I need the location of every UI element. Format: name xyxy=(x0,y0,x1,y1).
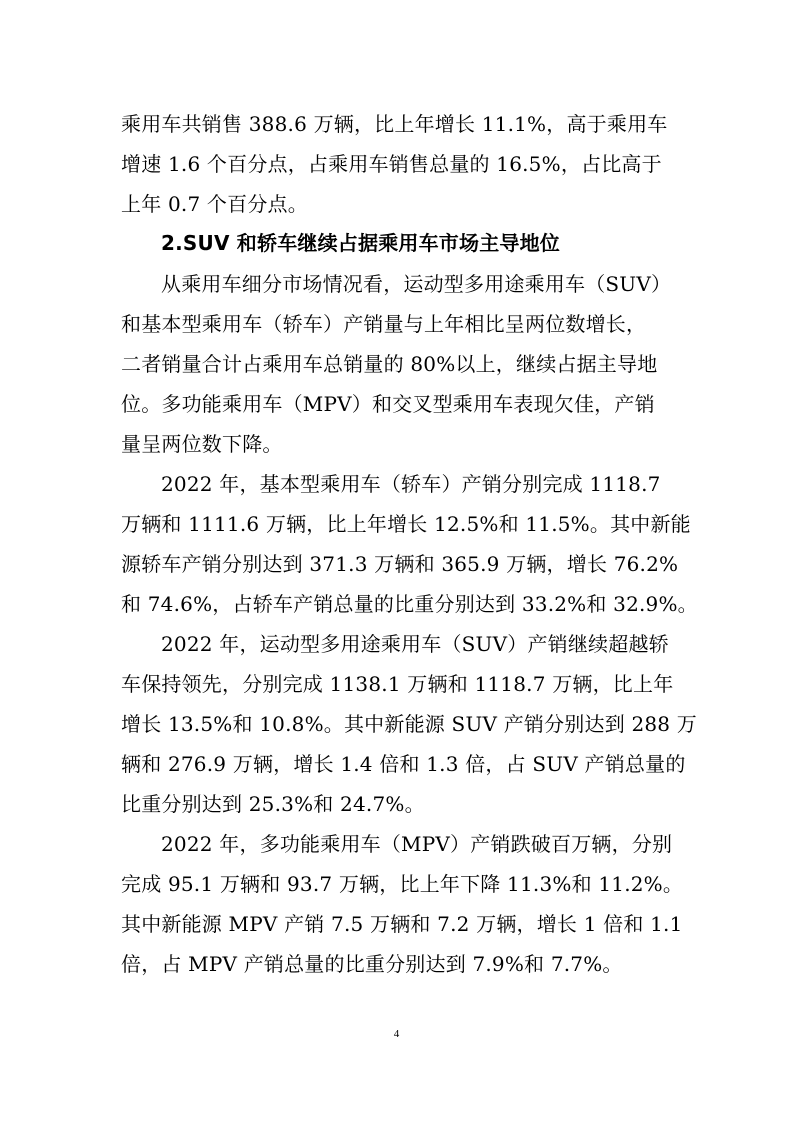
text-line: 万辆和 1111.6 万辆，比上年增长 12.5%和 11.5%。其中新能 xyxy=(121,512,691,536)
text-line: 车保持领先，分别完成 1138.1 万辆和 1118.7 万辆，比上年 xyxy=(121,672,674,696)
text-line: 2022 年，运动型多用途乘用车（SUV）产销继续超越轿 xyxy=(161,632,669,656)
text-line: 和基本型乘用车（轿车）产销量与上年相比呈两位数增长， xyxy=(121,312,647,336)
text-line: 其中新能源 MPV 产销 7.5 万辆和 7.2 万辆，增长 1 倍和 1.1 xyxy=(121,912,683,936)
text-line: 和 74.6%，占轿车产销总量的比重分别达到 33.2%和 32.9%。 xyxy=(121,592,698,616)
text-line: 位。多功能乘用车（MPV）和交叉型乘用车表现欠佳，产销 xyxy=(121,392,655,416)
text-line: 辆和 276.9 万辆，增长 1.4 倍和 1.3 倍，占 SUV 产销总量的 xyxy=(121,752,686,776)
text-line: 比重分别达到 25.3%和 24.7%。 xyxy=(121,792,425,816)
text-line: 上年 0.7 个百分点。 xyxy=(121,192,308,216)
text-line: 乘用车共销售 388.6 万辆，比上年增长 11.1%，高于乘用车 xyxy=(121,112,668,136)
section-heading: 2.SUV 和轿车继续占据乘用车市场主导地位 xyxy=(161,231,560,255)
page-number: 4 xyxy=(393,1028,400,1040)
text-line: 完成 95.1 万辆和 93.7 万辆，比上年下降 11.3%和 11.2%。 xyxy=(121,872,684,896)
text-line: 倍，占 MPV 产销总量的比重分别达到 7.9%和 7.7%。 xyxy=(121,952,623,976)
text-line: 增长 13.5%和 10.8%。其中新能源 SUV 产销分别达到 288 万 xyxy=(121,712,697,736)
text-line: 量呈两位数下降。 xyxy=(121,432,283,456)
text-line: 2022 年，多功能乘用车（MPV）产销跌破百万辆，分别 xyxy=(161,832,673,856)
text-line: 2022 年，基本型乘用车（轿车）产销分别完成 1118.7 xyxy=(161,472,661,496)
text-line: 二者销量合计占乘用车总销量的 80%以上，继续占据主导地 xyxy=(121,352,658,376)
text-line: 源轿车产销分别达到 371.3 万辆和 365.9 万辆，增长 76.2% xyxy=(121,552,679,576)
text-line: 增速 1.6 个百分点，占乘用车销售总量的 16.5%，占比高于 xyxy=(121,152,662,176)
text-line: 从乘用车细分市场情况看，运动型多用途乘用车（SUV） xyxy=(161,272,672,296)
